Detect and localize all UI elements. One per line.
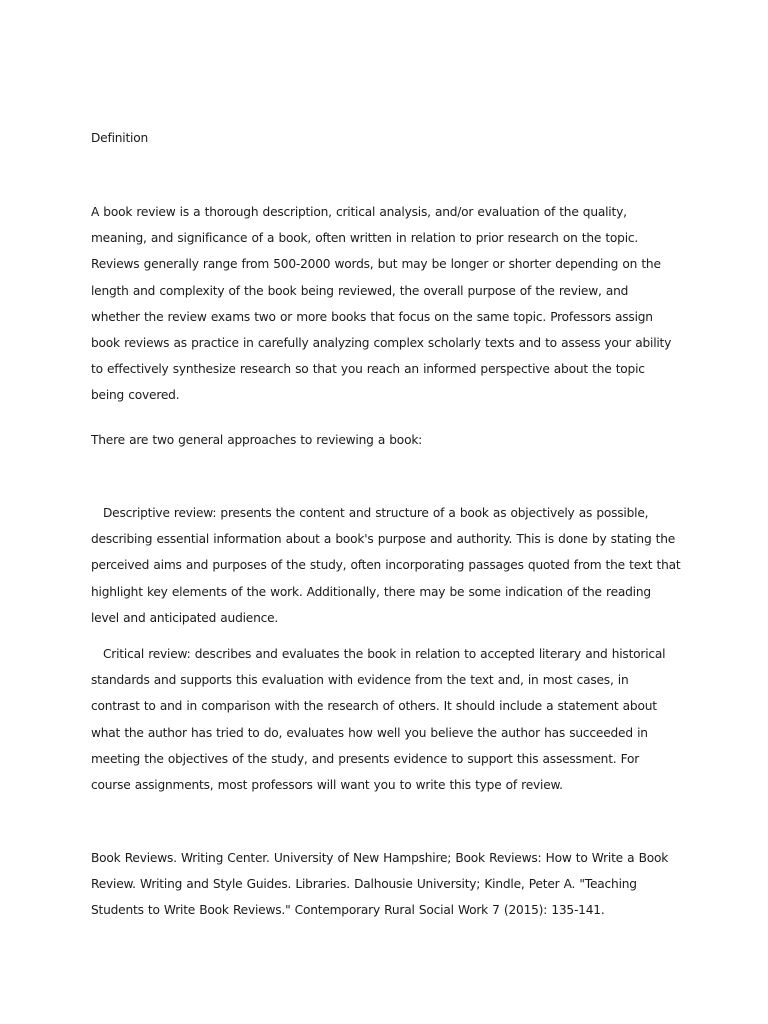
critical-review-paragraph: Critical review: describes and evaluates the book in relation to accepted literary and historical standards and supports this evaluation with evidence from the text and, in most cases, in contrast to and in comparison with the research of others. It should include a statement about what the author has tried to do, evaluates how well you believe the author has succeeded in meeting the objectives of the study, and presents evidence to support this assessment. For course assignments, most professors will want you to write this type of review.: [91, 647, 666, 793]
references-paragraph: Book Reviews. Writing Center. University of New Hampshire; Book Reviews: How to Write a Book Review. Writing and Style Guides. Libraries. Dalhousie University; Kindle, Peter A. "Teaching Students to Write Book Reviews." Contemporary Rural Social Work 7 (2015): 135-141.: [91, 851, 669, 918]
approaches-intro: There are two general approaches to reviewing a book:: [91, 433, 423, 447]
descriptive-review-paragraph: Descriptive review: presents the content and structure of a book as objectively as possible, describing essential information about a book's purpose and authority. This is done by stating the perceived aims and purposes of the study, often incorporating passages quoted from the text that highlight key elements of the work. Additionally, there may be some indication of the reading level and anticipated audience.: [91, 506, 681, 625]
section-heading: Definition: [91, 131, 149, 145]
definition-paragraph: A book review is a thorough description, critical analysis, and/or evaluation of the quality, meaning, and significance of a book, often written in relation to prior research on the topic. Reviews generally range from 500-2000 words, but may be longer or shorter depending on the length and complexity of the book being reviewed, the overall purpose of the review, and whether the review exams two or more books that focus on the same topic. Professors assign book reviews as practice in carefully analyzing complex scholarly texts and to assess your ability to effectively synthesize research so that you reach an informed perspective about the topic being covered.: [91, 205, 672, 403]
